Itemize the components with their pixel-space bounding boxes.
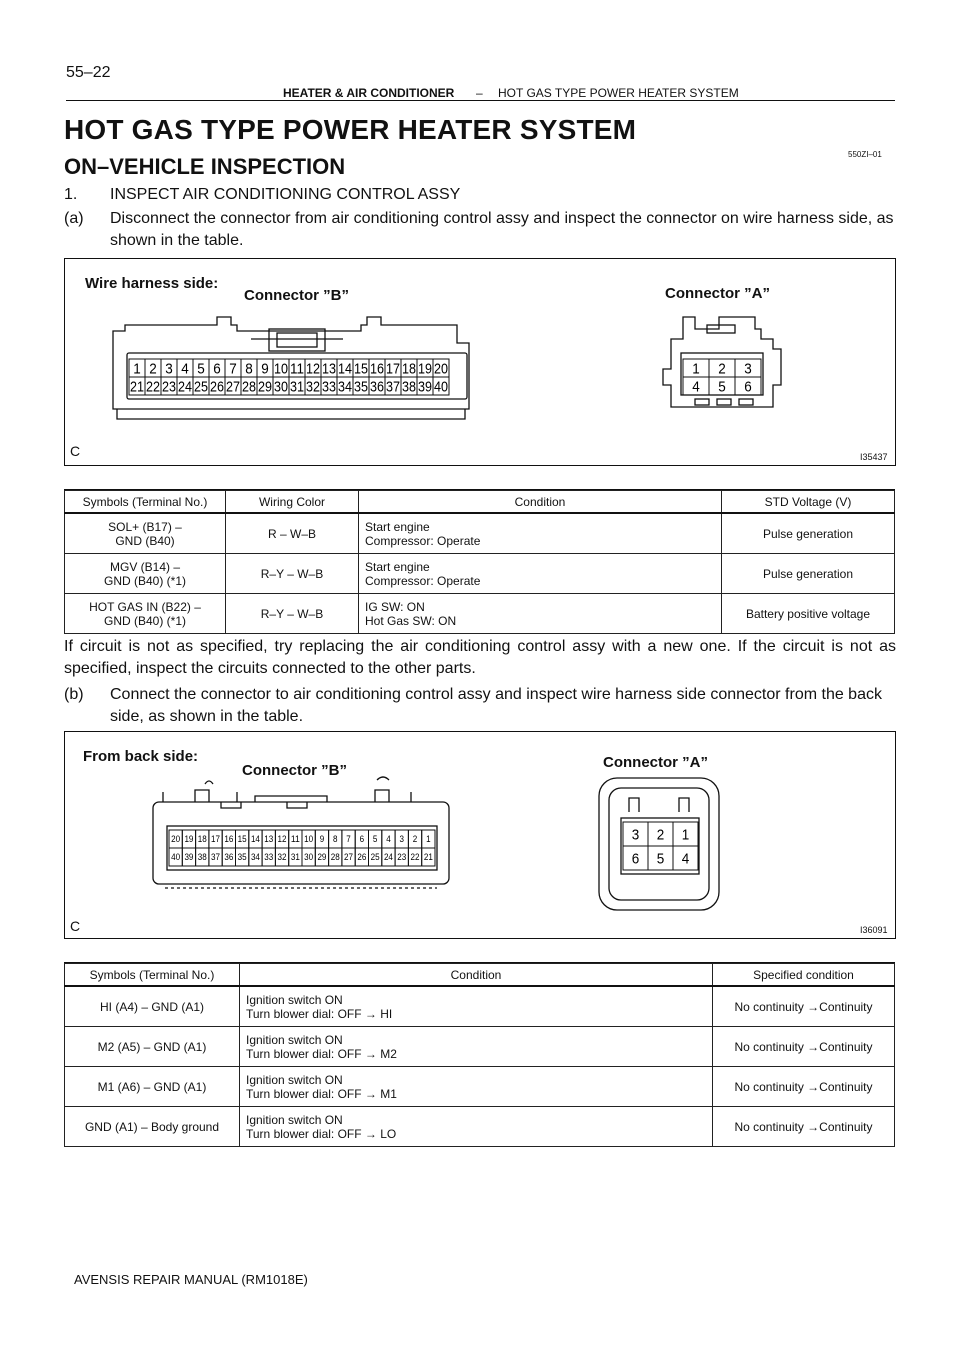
condition-line: Hot Gas SW: ON — [365, 613, 457, 628]
terminal-number: 35 — [354, 378, 368, 396]
terminal-number: 9 — [261, 360, 269, 378]
terminal-number: 14 — [250, 834, 260, 845]
table-header-cell: Wiring Color — [226, 491, 359, 514]
terminal-number: 5 — [197, 360, 205, 378]
step-a-label: (a) — [64, 210, 84, 227]
connector-diagram-1 — [65, 259, 895, 465]
terminal-number: 25 — [370, 852, 380, 863]
condition-cell — [359, 513, 722, 554]
connector-b-pins — [129, 359, 449, 395]
connector-diagram-2 — [65, 732, 895, 938]
terminal-number: 30 — [304, 852, 314, 863]
note-paragraph: If circuit is not as specified, try replacing the air conditioning control assy with a new one. If the circuit is not as specified, inspect the circuits connected to the other parts. — [64, 638, 896, 677]
figure-1-corner-letter: C — [70, 443, 81, 459]
terminal-number: 16 — [224, 834, 234, 845]
terminal-number: 4 — [692, 378, 700, 396]
wiring-color-cell: R–Y – W–B — [226, 594, 359, 634]
terminal-number: 13 — [322, 360, 336, 378]
terminal-number: 26 — [357, 852, 367, 863]
table-row — [65, 554, 895, 594]
figure-1-side-label: Wire harness side: — [85, 275, 219, 292]
symbol-line: GND (B40) (*1) — [103, 613, 186, 628]
voltage-cell: Battery positive voltage — [722, 594, 895, 634]
terminal-number: 22 — [146, 378, 160, 396]
terminal-number: 15 — [237, 834, 247, 845]
terminal-number: 28 — [242, 378, 256, 396]
terminal-number: 6 — [631, 850, 640, 868]
terminal-number: 20 — [171, 834, 181, 845]
figure-2-id: I36091 — [860, 925, 888, 935]
condition-cell — [240, 1027, 713, 1067]
condition-line: Ignition switch ON — [246, 992, 343, 1007]
terminal-number: 29 — [258, 378, 272, 396]
condition-cell — [359, 554, 722, 594]
terminal-number: 21 — [130, 378, 144, 396]
step-1-text: INSPECT AIR CONDITIONING CONTROL ASSY — [110, 186, 461, 203]
terminal-number: 8 — [333, 834, 338, 845]
terminal-number: 3 — [631, 826, 640, 844]
table-header-cell: Condition — [240, 964, 713, 987]
condition-line: Turn blower dial: OFF → LO — [246, 1126, 397, 1141]
terminal-number: 28 — [330, 852, 340, 863]
terminal-number: 34 — [338, 378, 352, 396]
condition-cell — [240, 1067, 713, 1107]
table-row — [65, 986, 895, 1027]
terminal-number: 6 — [359, 834, 365, 845]
terminal-number: 31 — [290, 852, 300, 863]
specified-condition-cell: No continuity →Continuity — [713, 1067, 895, 1107]
voltage-cell: Pulse generation — [722, 513, 895, 554]
table-row — [65, 1067, 895, 1107]
terminal-number: 3 — [744, 360, 752, 378]
header-section: HEATER & AIR CONDITIONER — [283, 86, 455, 100]
symbol-cell — [65, 594, 226, 634]
step-b-label: (b) — [64, 686, 84, 703]
condition-line: Turn blower dial: OFF → M2 — [246, 1046, 397, 1061]
condition-line: Turn blower dial: OFF → HI — [246, 1006, 393, 1021]
terminal-number: 40 — [434, 378, 448, 396]
symbol-line: SOL+ (B17) – — [108, 519, 182, 534]
condition-line: Ignition switch ON — [246, 1072, 343, 1087]
section-heading: ON–VEHICLE INSPECTION — [64, 154, 346, 179]
terminal-number: 7 — [229, 360, 237, 378]
condition-line: Ignition switch ON — [246, 1032, 343, 1047]
terminal-number: 17 — [386, 360, 400, 378]
terminal-number: 16 — [370, 360, 384, 378]
terminal-number: 2 — [656, 826, 665, 844]
terminal-number: 15 — [354, 360, 368, 378]
terminal-number: 20 — [434, 360, 448, 378]
terminal-number: 24 — [178, 378, 192, 396]
specified-condition-cell: No continuity →Continuity — [713, 986, 895, 1027]
table-row — [65, 1107, 895, 1147]
terminal-number: 39 — [184, 852, 194, 863]
terminal-number: 17 — [211, 834, 221, 845]
symbol-cell — [65, 554, 226, 594]
condition-line: Compressor: Operate — [365, 533, 481, 548]
header-dash: – — [476, 86, 483, 100]
condition-cell — [359, 594, 722, 634]
terminal-number: 21 — [423, 852, 433, 863]
terminal-number: 32 — [277, 852, 287, 863]
terminal-number: 10 — [304, 834, 314, 845]
terminal-number: 12 — [306, 360, 320, 378]
terminal-number: 23 — [397, 852, 407, 863]
terminal-number: 7 — [346, 834, 351, 845]
condition-line: Turn blower dial: OFF → M1 — [246, 1086, 397, 1101]
page-footer: AVENSIS REPAIR MANUAL (RM1018E) — [74, 1272, 308, 1287]
condition-line: Compressor: Operate — [365, 573, 481, 588]
terminal-number: 1 — [133, 360, 141, 378]
terminal-number: 5 — [656, 850, 665, 868]
terminal-number: 19 — [418, 360, 432, 378]
terminal-number: 27 — [226, 378, 240, 396]
table-header-cell: Symbols (Terminal No.) — [65, 491, 226, 514]
step-1-number: 1. — [64, 186, 78, 203]
condition-cell — [240, 986, 713, 1027]
symbol-line: GND (B40) (*1) — [103, 573, 186, 588]
symbol-line: HOT GAS IN (B22) – — [89, 599, 201, 614]
terminal-number: 22 — [410, 852, 420, 863]
step-b-text: Connect the connector to air conditioning control assy and inspect wire harness side connector from the back side, as shown in the table. — [110, 686, 882, 725]
symbol-cell: HI (A4) – GND (A1) — [65, 986, 240, 1027]
condition-line: IG SW: ON — [365, 599, 425, 614]
step-a-text: Disconnect the connector from air conditioning control assy and inspect the connector on wire harness side, as shown in the table. — [110, 210, 894, 249]
terminal-number: 6 — [744, 378, 752, 396]
terminal-number: 18 — [197, 834, 207, 845]
connector-a-back-body — [599, 778, 719, 910]
terminal-number: 11 — [290, 360, 304, 378]
terminal-number: 12 — [277, 834, 287, 845]
terminal-number: 19 — [184, 834, 194, 845]
continuity-spec-table — [64, 963, 895, 1147]
table-row — [65, 594, 895, 634]
terminal-number: 25 — [194, 378, 208, 396]
symbol-line: GND (B40) — [115, 533, 175, 548]
connector-a-back-pins — [623, 822, 698, 870]
terminal-number: 29 — [317, 852, 327, 863]
terminal-number: 34 — [250, 852, 260, 863]
voltage-cell: Pulse generation — [722, 554, 895, 594]
condition-line: Start engine — [365, 559, 430, 574]
terminal-number: 1 — [681, 826, 690, 844]
terminal-number: 31 — [290, 378, 304, 396]
connector-a-pins — [683, 359, 761, 395]
terminal-number: 27 — [344, 852, 354, 863]
terminal-number: 38 — [402, 378, 416, 396]
table-header-cell: Condition — [359, 491, 722, 514]
terminal-number: 5 — [718, 378, 726, 396]
table-header-cell: STD Voltage (V) — [722, 491, 895, 514]
figure-wire-harness-side — [64, 258, 896, 466]
terminal-number: 40 — [171, 852, 181, 863]
connector-b-back-pins — [169, 830, 435, 866]
terminal-number: 36 — [224, 852, 234, 863]
specified-condition-cell: No continuity →Continuity — [713, 1107, 895, 1147]
wiring-color-cell: R – W–B — [226, 513, 359, 554]
terminal-number: 2 — [149, 360, 157, 378]
specified-condition-cell: No continuity →Continuity — [713, 1027, 895, 1067]
terminal-number: 4 — [681, 850, 690, 868]
terminal-number: 33 — [264, 852, 274, 863]
figure-1-id: I35437 — [860, 452, 888, 462]
figure-2-corner-letter: C — [70, 918, 81, 934]
terminal-number: 2 — [718, 360, 726, 378]
terminal-number: 8 — [245, 360, 253, 378]
symbol-cell: M1 (A6) – GND (A1) — [65, 1067, 240, 1107]
terminal-number: 4 — [181, 360, 189, 378]
terminal-number: 1 — [426, 834, 431, 845]
table-header-row — [65, 964, 895, 987]
figure-back-side — [64, 731, 896, 939]
page-number: 55–22 — [66, 64, 111, 81]
header-rule — [66, 100, 895, 101]
voltage-spec-table — [64, 490, 895, 634]
figure-2-side-label: From back side: — [83, 748, 199, 765]
table-row — [65, 1027, 895, 1067]
terminal-number: 37 — [386, 378, 400, 396]
terminal-number: 37 — [211, 852, 221, 863]
terminal-number: 39 — [418, 378, 432, 396]
terminal-number: 33 — [322, 378, 336, 396]
terminal-number: 1 — [692, 360, 700, 378]
table-header-cell: Specified condition — [713, 964, 895, 987]
terminal-number: 3 — [165, 360, 173, 378]
terminal-number: 36 — [370, 378, 384, 396]
symbol-line: MGV (B14) – — [109, 559, 181, 574]
terminal-number: 3 — [399, 834, 404, 845]
terminal-number: 26 — [210, 378, 224, 396]
table-header-row — [65, 491, 895, 514]
step-a — [64, 208, 896, 252]
wiring-color-cell: R–Y – W–B — [226, 554, 359, 594]
figure-2-connector-b-label: Connector ”B” — [242, 762, 347, 779]
terminal-number: 4 — [386, 834, 391, 845]
step-b — [64, 684, 896, 728]
symbol-cell — [65, 513, 226, 554]
terminal-number: 5 — [372, 834, 378, 845]
step-1 — [64, 186, 460, 204]
page-title: HOT GAS TYPE POWER HEATER SYSTEM — [64, 114, 637, 145]
symbol-cell: GND (A1) – Body ground — [65, 1107, 240, 1147]
connector-b-back-body — [153, 777, 449, 888]
figure-1-connector-a-label: Connector ”A” — [665, 285, 770, 302]
terminal-number: 10 — [274, 360, 288, 378]
header-topic: HOT GAS TYPE POWER HEATER SYSTEM — [498, 86, 739, 100]
document-code: 550ZI–01 — [848, 150, 882, 159]
terminal-number: 14 — [338, 360, 352, 378]
terminal-number: 23 — [162, 378, 176, 396]
table-row — [65, 513, 895, 554]
terminal-number: 35 — [237, 852, 247, 863]
terminal-number: 6 — [213, 360, 221, 378]
terminal-number: 13 — [264, 834, 274, 845]
terminal-number: 18 — [402, 360, 416, 378]
terminal-number: 24 — [383, 852, 393, 863]
terminal-number: 32 — [306, 378, 320, 396]
terminal-number: 38 — [197, 852, 207, 863]
condition-cell — [240, 1107, 713, 1147]
condition-line: Ignition switch ON — [246, 1112, 343, 1127]
terminal-number: 30 — [274, 378, 288, 396]
terminal-number: 9 — [319, 834, 325, 845]
figure-1-connector-b-label: Connector ”B” — [244, 287, 349, 304]
condition-line: Start engine — [365, 519, 430, 534]
terminal-number: 11 — [290, 834, 300, 845]
terminal-number: 2 — [412, 834, 418, 845]
symbol-cell: M2 (A5) – GND (A1) — [65, 1027, 240, 1067]
figure-2-connector-a-label: Connector ”A” — [603, 754, 708, 771]
table-header-cell: Symbols (Terminal No.) — [65, 964, 240, 987]
